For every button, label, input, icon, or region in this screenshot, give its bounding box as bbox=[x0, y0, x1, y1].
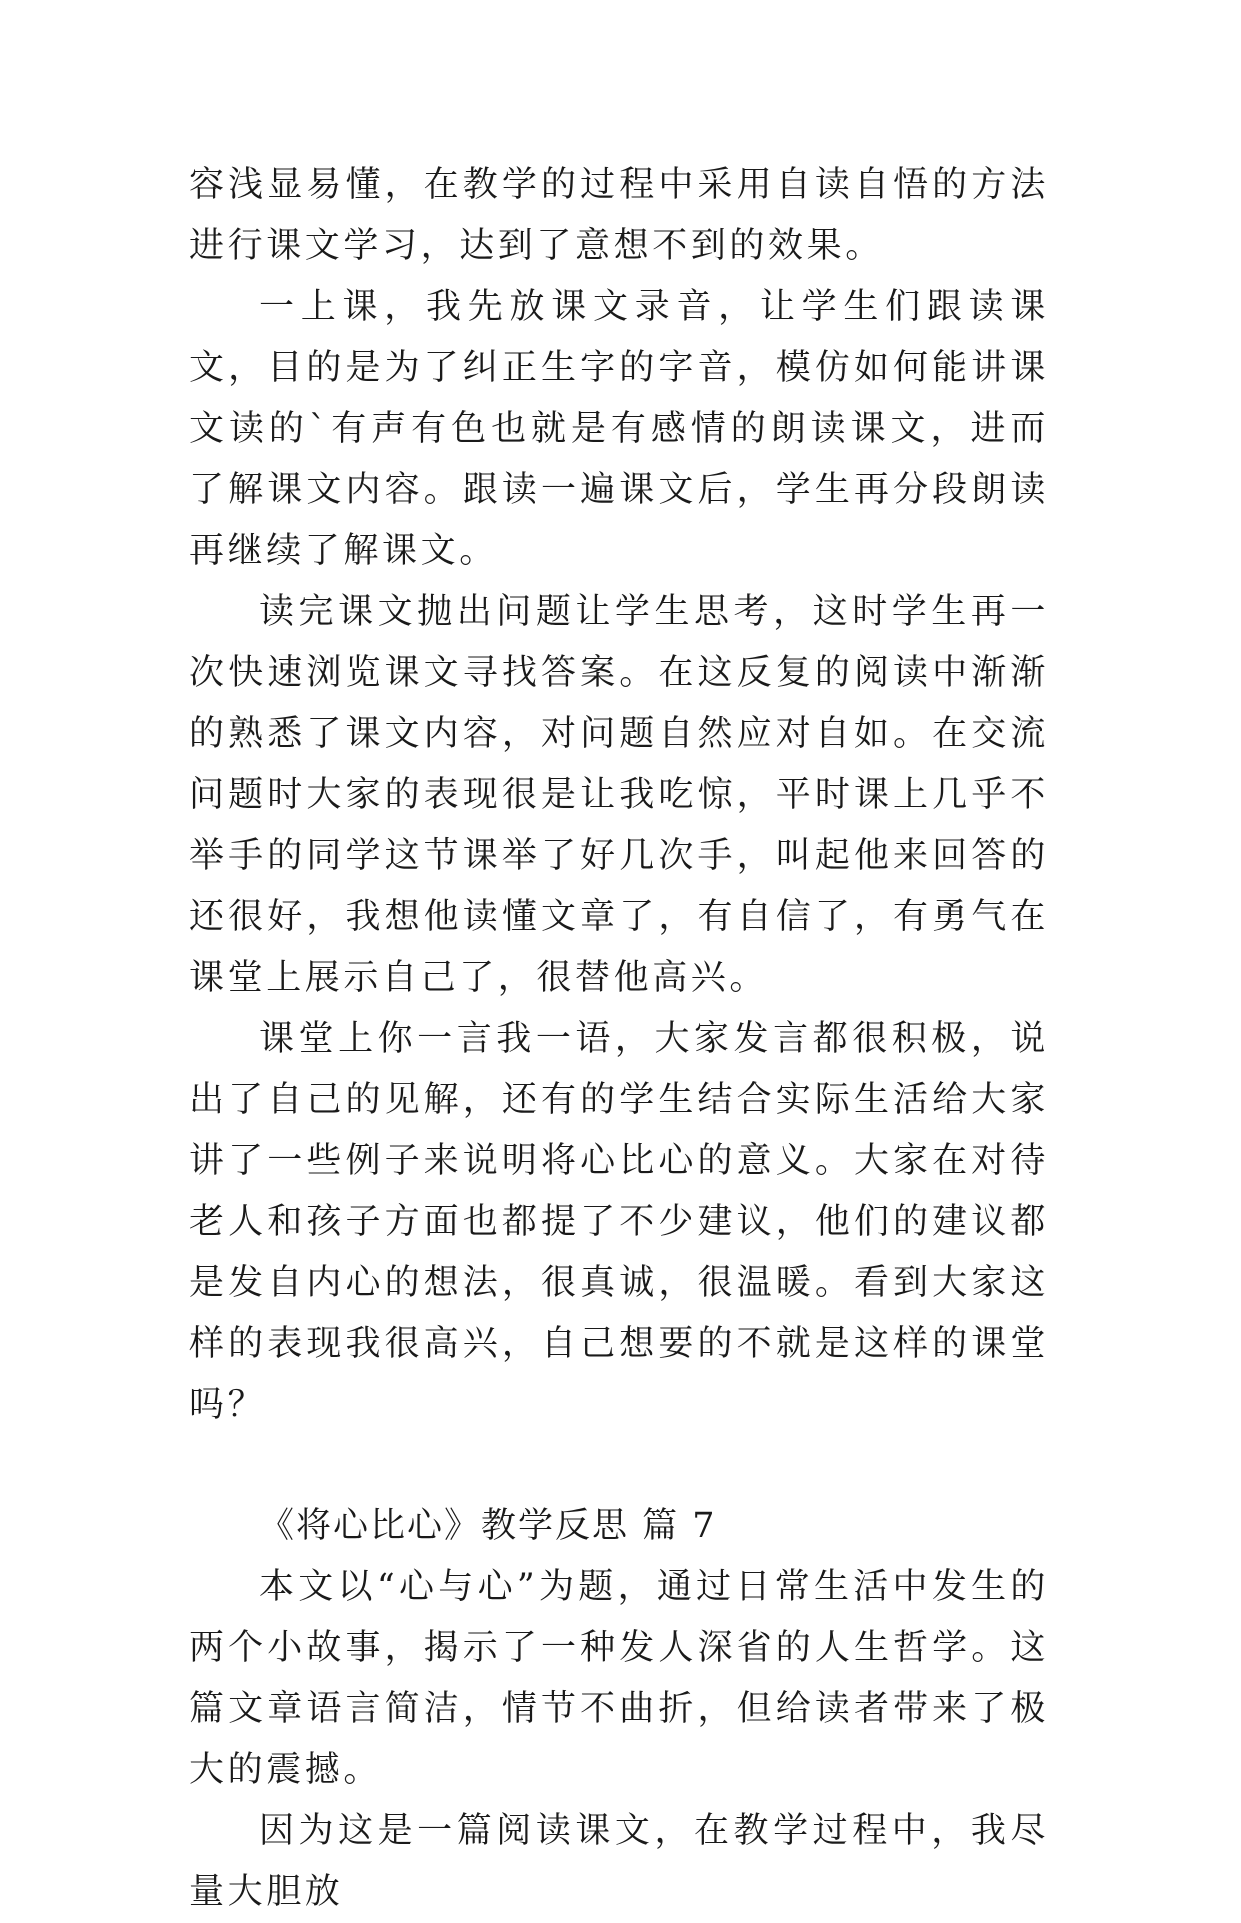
paragraph-4: 课堂上你一言我一语，大家发言都很积极，说出了自己的见解，还有的学生结合实际生活给大家讲了一些例子来说明将心比心的意义。大家在对待老人和孩子方面也都提了不少建议，他们的建议都是发自内心的想法，很真诚，很温暖。看到大家这样的表现我很高兴，自己想要的不就是这样的课堂吗？ bbox=[189, 1019, 1049, 1425]
paragraph-6: 因为这是一篇阅读课文，在教学过程中，我尽量大胆放 bbox=[189, 1811, 1049, 1912]
section-gap bbox=[189, 1436, 1049, 1496]
paragraph-1: 容浅显易懂，在教学的过程中采用自读自悟的方法进行课文学习，达到了意想不到的效果。 bbox=[189, 165, 1049, 266]
paragraph-5: 本文以“心与心”为题，通过日常生活中发生的两个小故事，揭示了一种发人深省的人生哲学。这篇文章语言简洁，情节不曲折，但给读者带来了极大的震撼。 bbox=[189, 1567, 1049, 1790]
paragraph-2: 一上课，我先放课文录音，让学生们跟读课文，目的是为了纠正生字的字音，模仿如何能讲课文读的`有声有色也就是有感情的朗读课文，进而了解课文内容。跟读一遍课文后，学生再分段朗读再继续了解课文。 bbox=[189, 287, 1049, 571]
paragraph-3: 读完课文抛出问题让学生思考，这时学生再一次快速浏览课文寻找答案。在这反复的阅读中渐渐的熟悉了课文内容，对问题自然应对自如。在交流问题时大家的表现很是让我吃惊，平时课上几乎不举手的同学这节课举了好几次手，叫起他来回答的还很好，我想他读懂文章了，有自信了，有勇气在课堂上展示自己了，很替他高兴。 bbox=[189, 592, 1049, 998]
document-body bbox=[189, 155, 1049, 1923]
section-heading: 《将心比心》教学反思 篇 7 bbox=[259, 1506, 717, 1546]
